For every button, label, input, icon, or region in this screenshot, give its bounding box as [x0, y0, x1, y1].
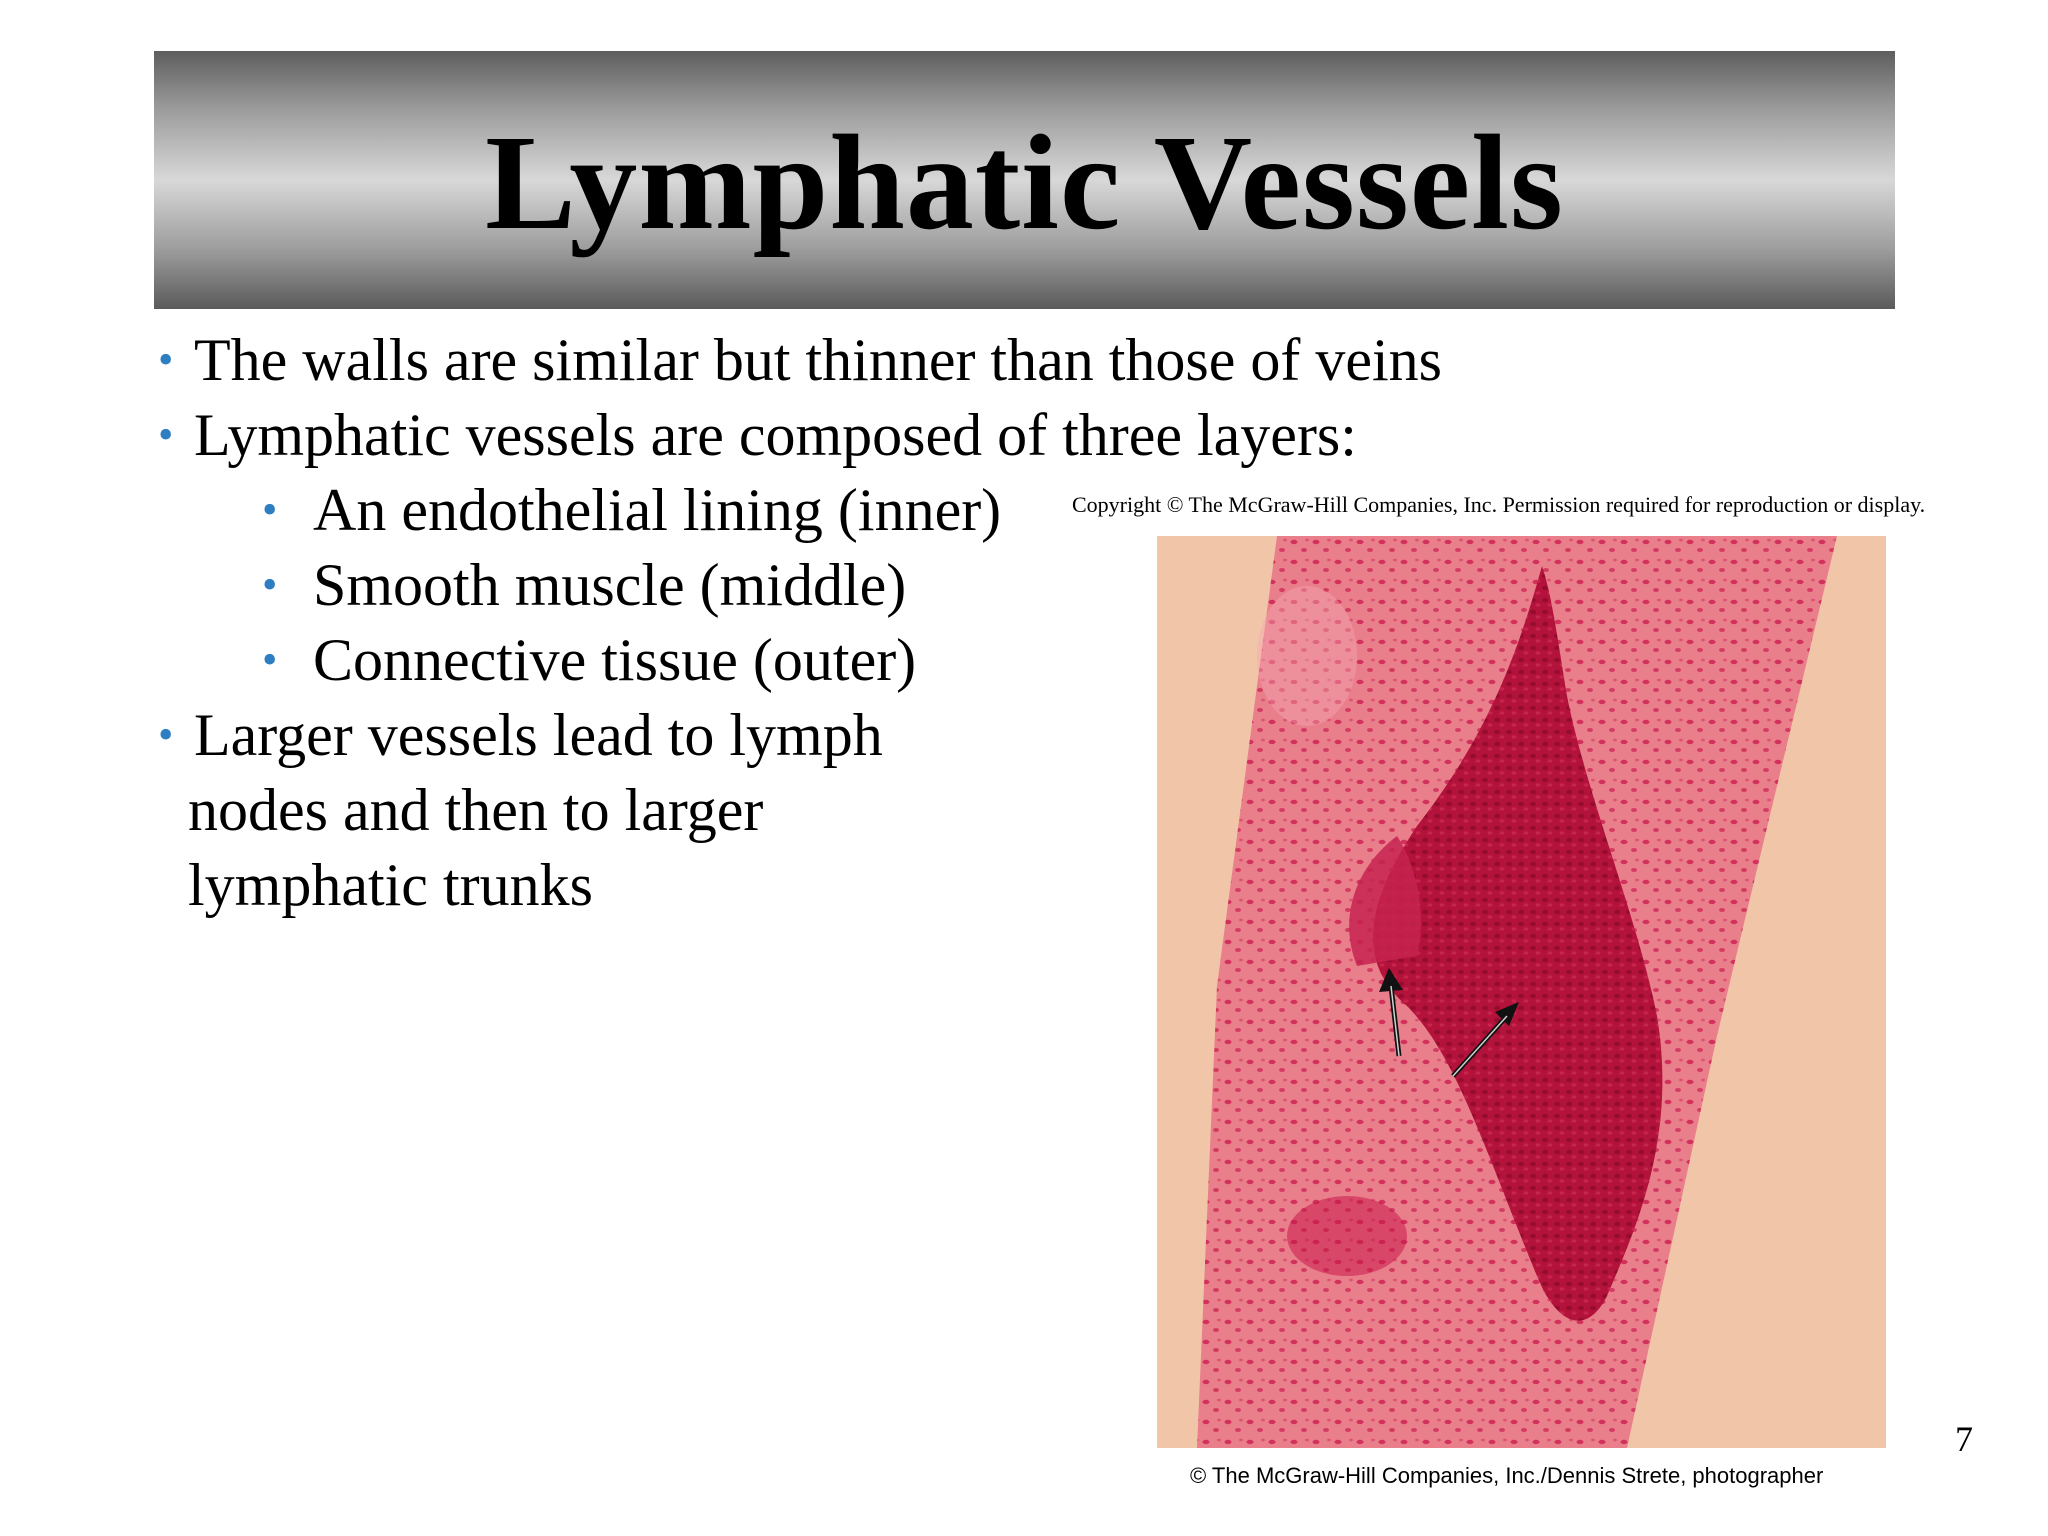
- bullet-dot-icon: •: [158, 710, 174, 759]
- bullet-item-3-line-3: lymphatic trunks: [188, 852, 593, 918]
- page-number: 7: [1955, 1419, 1973, 1459]
- micrograph-image: [1157, 536, 1886, 1448]
- bullet-item-3-line-2: nodes and then to larger: [188, 777, 764, 843]
- bullet-item-3-line-1: Larger vessels lead to lymph: [194, 702, 883, 768]
- title-bar: [154, 51, 1895, 309]
- sub-bullet-dot-icon: •: [262, 485, 278, 534]
- micrograph-illustration: [1157, 536, 1886, 1448]
- sub-bullet-item-1: An endothelial lining (inner): [313, 477, 1002, 543]
- sub-bullet-dot-icon: •: [262, 635, 278, 684]
- bullet-item-1: The walls are similar but thinner than those of veins: [194, 327, 1443, 393]
- sub-bullet-dot-icon: •: [262, 560, 278, 609]
- bullet-item-2: Lymphatic vessels are composed of three layers:: [194, 402, 1357, 468]
- figure-copyright: Copyright © The McGraw-Hill Companies, Inc. Permission required for reproduction or display.: [1072, 492, 1926, 517]
- bullet-dot-icon: •: [158, 410, 174, 459]
- sub-bullet-item-2: Smooth muscle (middle): [313, 552, 907, 618]
- slide-title: Lymphatic Vessels: [485, 108, 1564, 258]
- sub-bullet-item-3: Connective tissue (outer): [313, 627, 917, 693]
- bullet-dot-icon: •: [158, 335, 174, 384]
- figure-credit: © The McGraw-Hill Companies, Inc./Dennis Strete, photographer: [1190, 1463, 1824, 1488]
